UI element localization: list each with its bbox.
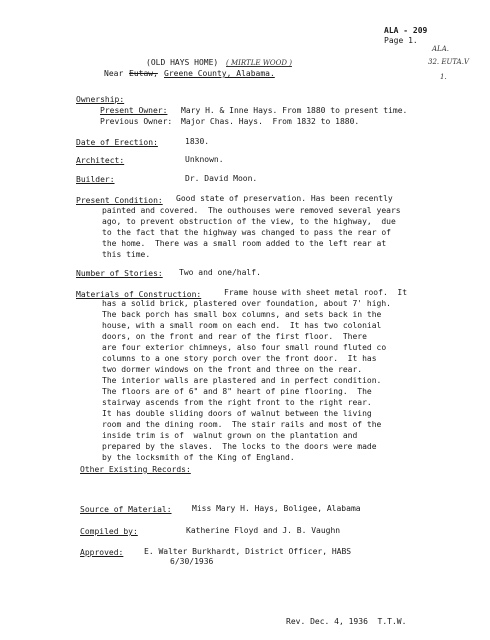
date-of-erection-value: 1830. [185, 137, 210, 146]
architect-label: Architect: [76, 156, 125, 165]
present-condition-label: Present Condition: [76, 196, 163, 205]
other-records-label: Other Existing Records: [80, 465, 191, 474]
materials-line: two dormer windows on the front and three on the rear. [102, 365, 363, 374]
record-id: ALA - 209 [384, 26, 428, 35]
revision-note: Rev. Dec. 4, 1936 T.T.W. [286, 617, 407, 626]
ownership-label: Ownership: [76, 95, 125, 104]
handwritten-note-1: ALA. [432, 45, 449, 53]
compiled-label: Compiled by: [80, 527, 138, 536]
present-condition-line: ago, to prevent obstruction of the view, to the highway, due [102, 217, 396, 226]
source-label: Source of Material: [80, 505, 172, 514]
materials-line: It has double sliding doors of walnut between the living [102, 409, 372, 418]
title-name-handwritten: ( MIRTLE WOOD ) [226, 59, 292, 67]
materials-line: columns to a one story porch over the front door. It has [102, 354, 377, 363]
present-owner-value: Mary H. & Inne Hays. From 1880 to present time. [181, 106, 408, 115]
materials-line: The back porch has small box columns, and sets back in the [102, 310, 382, 319]
materials-line: The floors are of 6" and 8" heart of pine flooring. The [102, 387, 372, 396]
materials-line: Frame house with sheet metal roof. It [224, 288, 408, 297]
materials-line: doors, on the front and rear of the first floor. There [102, 332, 367, 341]
materials-line: inside trim is of walnut grown on the plantation and [102, 431, 358, 440]
date-of-erection-label: Date of Erection: [76, 138, 158, 147]
architect-value: Unknown. [185, 155, 224, 164]
approved-date: 6/30/1936 [170, 557, 214, 566]
materials-line: house, with a small room on each end. It has two colonial [102, 321, 382, 330]
compiled-value: Katherine Floyd and J. B. Vaughn [186, 526, 341, 535]
approved-label: Approved: [80, 548, 124, 557]
page-number: Page 1. [384, 36, 418, 45]
materials-line: by the locksmith of the King of England. [102, 453, 295, 462]
present-condition-line: this time. [102, 250, 151, 259]
materials-line: stairway ascends from the right front to the right rear. [102, 398, 372, 407]
materials-line: prepared by the slaves. The locks to the doors were made [102, 442, 377, 451]
stories-value: Two and one/half. [179, 268, 261, 277]
stories-label: Number of Stories: [76, 269, 163, 278]
materials-line: has a solid brick, plastered over foundation, about 7' high. [102, 299, 391, 308]
present-condition-line: Good state of preservation. Has been recently [176, 194, 393, 203]
materials-line: The interior walls are plastered and in perfect condition. [102, 376, 382, 385]
handwritten-note-3: 1. [440, 73, 447, 81]
present-condition-line: painted and covered. The outhouses were removed several years [102, 206, 401, 215]
present-owner-label: Present Owner: [100, 106, 168, 115]
materials-line: room and the dining room. The stair rails and most of the [102, 420, 382, 429]
previous-owner-label: Previous Owner: [100, 117, 173, 126]
builder-label: Builder: [76, 175, 115, 184]
present-condition-line: to the fact that the highway was changed to pass the rear of [102, 228, 391, 237]
handwritten-note-2: 32. EUTA.V [428, 58, 469, 66]
source-value: Miss Mary H. Hays, Boligee, Alabama [192, 504, 361, 513]
builder-value: Dr. David Moon. [185, 174, 258, 183]
title-name-typed: (OLD HAYS HOME) [146, 58, 219, 67]
materials-line: are four exterior chimneys, also four small round fluted co [102, 343, 387, 352]
previous-owner-value: Major Chas. Hays. From 1832 to 1880. [181, 117, 360, 126]
title-location-struck: Eutaw, [129, 69, 158, 78]
present-condition-line: the home. There was a small room added to the left rear at [102, 239, 387, 248]
materials-label: Materials of Construction: [76, 290, 202, 299]
title-location: Greene County, Alabama. [164, 69, 275, 78]
title-location-prefix: Near [104, 69, 124, 78]
approved-value: E. Walter Burkhardt, District Officer, HABS [144, 547, 352, 556]
